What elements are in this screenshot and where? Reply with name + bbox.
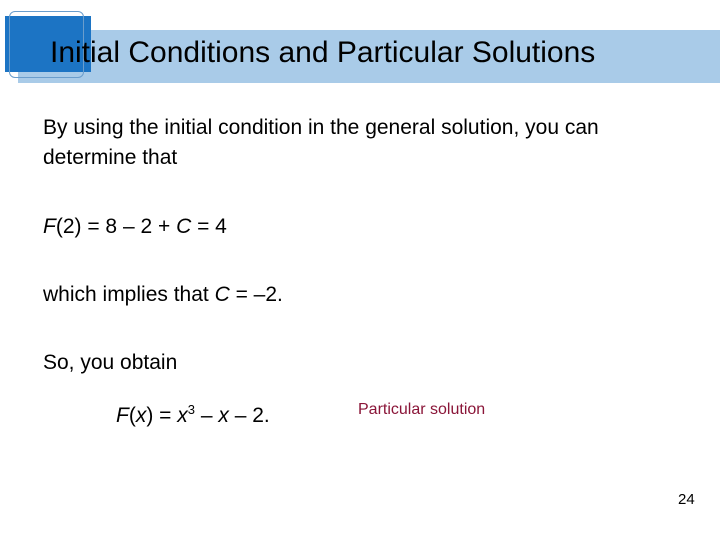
slide-title: Initial Conditions and Particular Solutions: [50, 36, 596, 69]
equation-end: = 4: [191, 215, 227, 238]
page-number: 24: [678, 491, 695, 508]
equation-f-of-2: [43, 212, 227, 242]
implication-post: = –2.: [229, 283, 283, 306]
function-symbol-f: F: [116, 404, 129, 427]
particular-solution-note: Particular solution: [358, 401, 486, 418]
function-symbol-f: F: [43, 215, 56, 238]
exponent: 3: [187, 402, 195, 417]
minus-sign: –: [195, 404, 219, 427]
equation-tail: – 2.: [228, 404, 270, 427]
body-paragraph-1: By using the initial condition in the general solution, you can determine that: [43, 116, 599, 169]
implication-pre: which implies that: [43, 283, 215, 306]
constant-c: C: [214, 283, 230, 306]
paren-open: (: [128, 404, 136, 427]
variable-x: x: [177, 404, 188, 427]
particular-solution-equation: [116, 395, 270, 431]
implication-line: [43, 280, 283, 310]
obtain-line: So, you obtain: [43, 351, 178, 374]
constant-c: C: [176, 215, 192, 238]
variable-x: x: [135, 404, 147, 427]
variable-x: x: [218, 404, 229, 427]
paren-close: ) =: [146, 404, 178, 427]
equation-middle: (2) = 8 – 2 +: [55, 215, 177, 238]
